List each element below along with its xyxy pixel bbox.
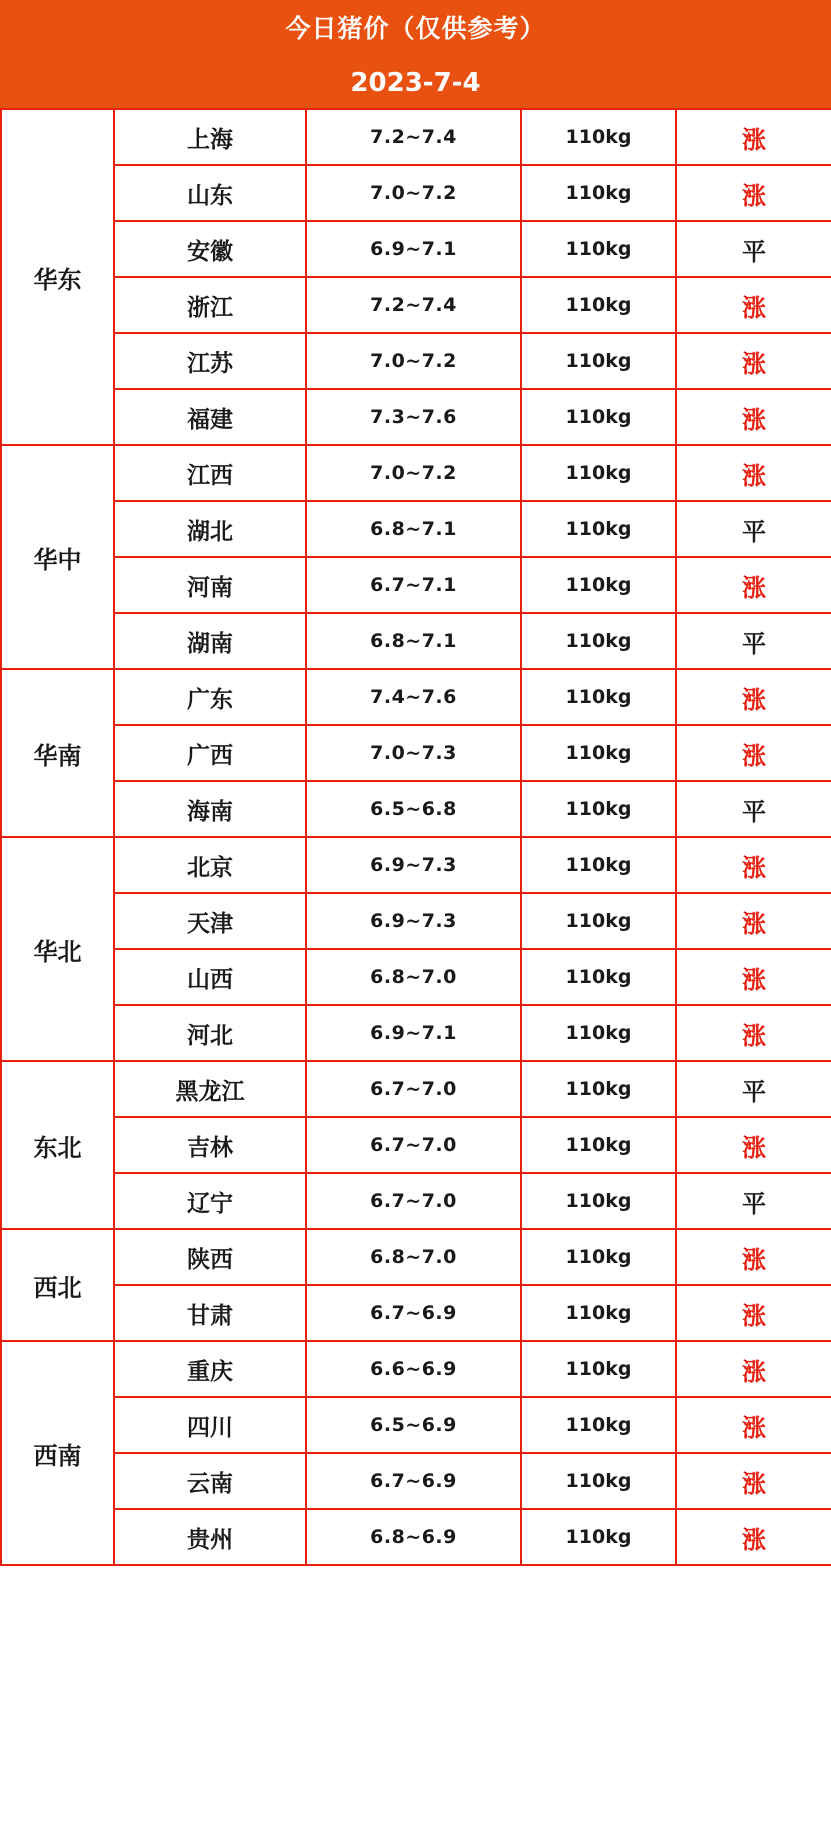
price-cell: 6.7~6.9 xyxy=(306,1285,521,1341)
province-cell: 福建 xyxy=(114,389,306,445)
province-cell: 山东 xyxy=(114,165,306,221)
trend-cell: 涨 xyxy=(676,1341,831,1397)
trend-cell: 平 xyxy=(676,1173,831,1229)
table-row xyxy=(1,1005,831,1061)
trend-cell: 涨 xyxy=(676,949,831,1005)
province-cell: 江西 xyxy=(114,445,306,501)
province-cell: 河南 xyxy=(114,557,306,613)
province-cell: 安徽 xyxy=(114,221,306,277)
trend-cell: 平 xyxy=(676,221,831,277)
price-cell: 7.0~7.2 xyxy=(306,165,521,221)
table-row xyxy=(1,893,831,949)
weight-cell: 110kg xyxy=(521,109,676,165)
region-cell: 东北 xyxy=(1,1061,114,1229)
weight-cell: 110kg xyxy=(521,893,676,949)
price-cell: 7.3~7.6 xyxy=(306,389,521,445)
province-cell: 浙江 xyxy=(114,277,306,333)
region-cell: 华中 xyxy=(1,445,114,669)
trend-cell: 涨 xyxy=(676,1509,831,1565)
price-cell: 6.7~6.9 xyxy=(306,1453,521,1509)
trend-cell: 涨 xyxy=(676,557,831,613)
weight-cell: 110kg xyxy=(521,333,676,389)
trend-cell: 涨 xyxy=(676,1397,831,1453)
trend-cell: 涨 xyxy=(676,1117,831,1173)
region-cell: 西南 xyxy=(1,1341,114,1565)
province-cell: 吉林 xyxy=(114,1117,306,1173)
region-cell: 华南 xyxy=(1,669,114,837)
province-cell: 北京 xyxy=(114,837,306,893)
trend-cell: 平 xyxy=(676,1061,831,1117)
region-cell: 华北 xyxy=(1,837,114,1061)
trend-cell: 平 xyxy=(676,501,831,557)
trend-cell: 涨 xyxy=(676,1285,831,1341)
trend-cell: 涨 xyxy=(676,165,831,221)
province-cell: 天津 xyxy=(114,893,306,949)
price-cell: 6.9~7.1 xyxy=(306,221,521,277)
province-cell: 山西 xyxy=(114,949,306,1005)
weight-cell: 110kg xyxy=(521,1117,676,1173)
price-table xyxy=(0,108,831,1566)
weight-cell: 110kg xyxy=(521,277,676,333)
table-row xyxy=(1,1397,831,1453)
table-row xyxy=(1,669,831,725)
table-row xyxy=(1,445,831,501)
weight-cell: 110kg xyxy=(521,221,676,277)
table-row xyxy=(1,1341,831,1397)
trend-cell: 涨 xyxy=(676,445,831,501)
province-cell: 海南 xyxy=(114,781,306,837)
weight-cell: 110kg xyxy=(521,949,676,1005)
page-title: 今日猪价（仅供参考） xyxy=(0,0,831,58)
province-cell: 辽宁 xyxy=(114,1173,306,1229)
weight-cell: 110kg xyxy=(521,725,676,781)
province-cell: 甘肃 xyxy=(114,1285,306,1341)
table-row xyxy=(1,1173,831,1229)
table-row xyxy=(1,1453,831,1509)
region-cell: 华东 xyxy=(1,109,114,445)
price-cell: 7.2~7.4 xyxy=(306,277,521,333)
table-row xyxy=(1,109,831,165)
table-row xyxy=(1,1509,831,1565)
trend-cell: 平 xyxy=(676,613,831,669)
trend-cell: 涨 xyxy=(676,893,831,949)
table-row xyxy=(1,221,831,277)
table-row xyxy=(1,277,831,333)
trend-cell: 涨 xyxy=(676,1453,831,1509)
table-row xyxy=(1,1061,831,1117)
province-cell: 河北 xyxy=(114,1005,306,1061)
table-row xyxy=(1,949,831,1005)
table-row xyxy=(1,501,831,557)
province-cell: 重庆 xyxy=(114,1341,306,1397)
weight-cell: 110kg xyxy=(521,1397,676,1453)
weight-cell: 110kg xyxy=(521,1285,676,1341)
table-row xyxy=(1,725,831,781)
price-cell: 6.8~7.1 xyxy=(306,613,521,669)
province-cell: 上海 xyxy=(114,109,306,165)
price-cell: 6.6~6.9 xyxy=(306,1341,521,1397)
trend-cell: 涨 xyxy=(676,1229,831,1285)
table-row xyxy=(1,333,831,389)
price-cell: 6.7~7.0 xyxy=(306,1173,521,1229)
weight-cell: 110kg xyxy=(521,1173,676,1229)
weight-cell: 110kg xyxy=(521,1005,676,1061)
price-cell: 7.4~7.6 xyxy=(306,669,521,725)
price-cell: 6.8~7.1 xyxy=(306,501,521,557)
weight-cell: 110kg xyxy=(521,1341,676,1397)
weight-cell: 110kg xyxy=(521,557,676,613)
weight-cell: 110kg xyxy=(521,1061,676,1117)
weight-cell: 110kg xyxy=(521,501,676,557)
table-row xyxy=(1,389,831,445)
province-cell: 广西 xyxy=(114,725,306,781)
weight-cell: 110kg xyxy=(521,445,676,501)
table-row xyxy=(1,1117,831,1173)
table-row xyxy=(1,1285,831,1341)
price-cell: 7.0~7.2 xyxy=(306,333,521,389)
price-cell: 7.0~7.2 xyxy=(306,445,521,501)
price-cell: 6.9~7.3 xyxy=(306,837,521,893)
price-table-body xyxy=(1,109,831,1565)
weight-cell: 110kg xyxy=(521,781,676,837)
province-cell: 湖南 xyxy=(114,613,306,669)
price-cell: 6.5~6.9 xyxy=(306,1397,521,1453)
weight-cell: 110kg xyxy=(521,389,676,445)
province-cell: 黑龙江 xyxy=(114,1061,306,1117)
region-cell: 西北 xyxy=(1,1229,114,1341)
trend-cell: 涨 xyxy=(676,1005,831,1061)
trend-cell: 涨 xyxy=(676,725,831,781)
trend-cell: 涨 xyxy=(676,277,831,333)
price-cell: 6.7~7.1 xyxy=(306,557,521,613)
province-cell: 四川 xyxy=(114,1397,306,1453)
province-cell: 陕西 xyxy=(114,1229,306,1285)
trend-cell: 涨 xyxy=(676,109,831,165)
weight-cell: 110kg xyxy=(521,1453,676,1509)
province-cell: 云南 xyxy=(114,1453,306,1509)
price-cell: 6.7~7.0 xyxy=(306,1117,521,1173)
price-cell: 6.7~7.0 xyxy=(306,1061,521,1117)
price-cell: 7.2~7.4 xyxy=(306,109,521,165)
trend-cell: 平 xyxy=(676,781,831,837)
price-cell: 6.5~6.8 xyxy=(306,781,521,837)
province-cell: 广东 xyxy=(114,669,306,725)
province-cell: 贵州 xyxy=(114,1509,306,1565)
weight-cell: 110kg xyxy=(521,837,676,893)
trend-cell: 涨 xyxy=(676,333,831,389)
price-cell: 6.8~7.0 xyxy=(306,1229,521,1285)
weight-cell: 110kg xyxy=(521,1229,676,1285)
table-row xyxy=(1,781,831,837)
weight-cell: 110kg xyxy=(521,669,676,725)
table-row xyxy=(1,837,831,893)
price-cell: 7.0~7.3 xyxy=(306,725,521,781)
table-row xyxy=(1,557,831,613)
weight-cell: 110kg xyxy=(521,1509,676,1565)
price-cell: 6.9~7.1 xyxy=(306,1005,521,1061)
weight-cell: 110kg xyxy=(521,613,676,669)
province-cell: 江苏 xyxy=(114,333,306,389)
price-cell: 6.9~7.3 xyxy=(306,893,521,949)
table-row xyxy=(1,165,831,221)
trend-cell: 涨 xyxy=(676,837,831,893)
table-row xyxy=(1,613,831,669)
trend-cell: 涨 xyxy=(676,389,831,445)
table-row xyxy=(1,1229,831,1285)
price-cell: 6.8~6.9 xyxy=(306,1509,521,1565)
price-cell: 6.8~7.0 xyxy=(306,949,521,1005)
report-date: 2023-7-4 xyxy=(0,58,831,108)
weight-cell: 110kg xyxy=(521,165,676,221)
trend-cell: 涨 xyxy=(676,669,831,725)
province-cell: 湖北 xyxy=(114,501,306,557)
